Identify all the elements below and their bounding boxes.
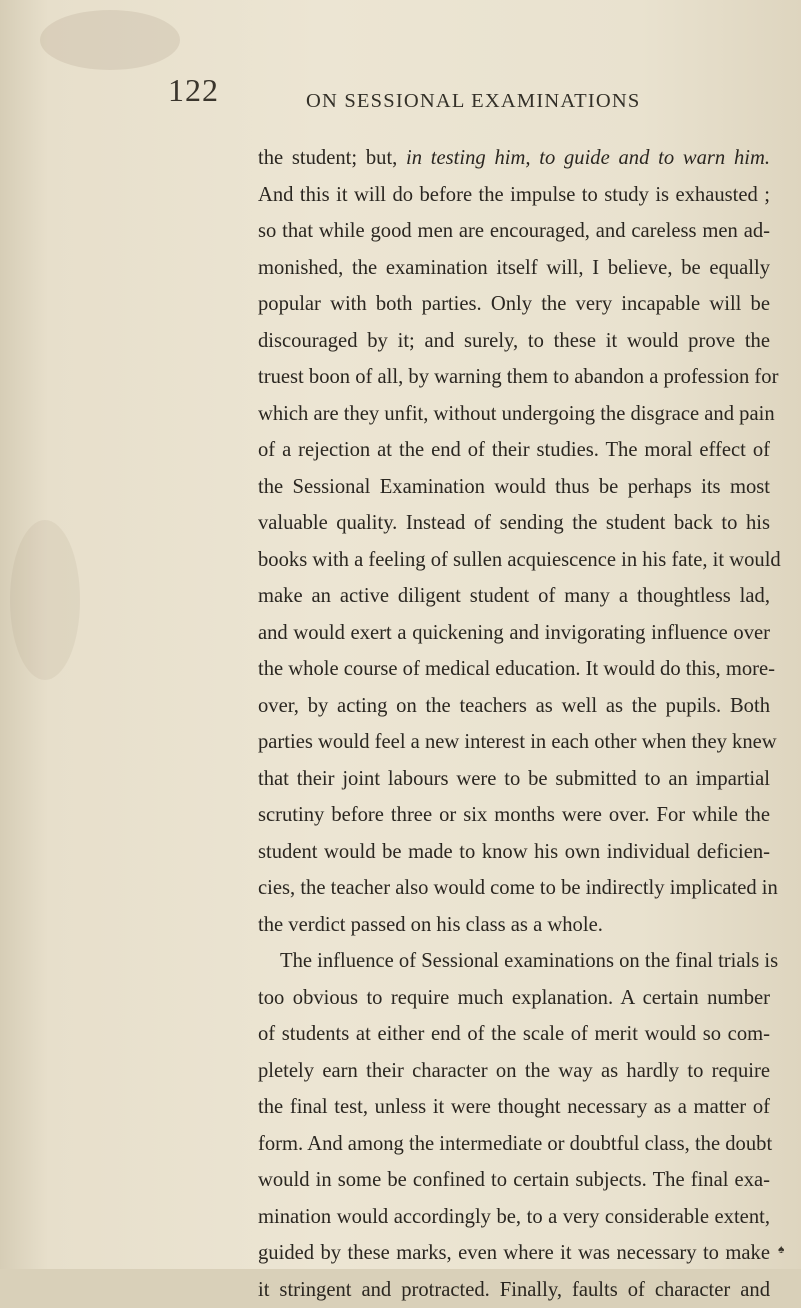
paragraph-2 — [258, 943, 770, 1308]
text-line: it stringent and protracted. Finally, faults of character and — [258, 1272, 770, 1308]
text-line: monished, the examination itself will, I believe, be equally — [258, 250, 770, 287]
text-line: too obvious to require much explanation. A certain number — [258, 980, 770, 1017]
text-line: the Sessional Examination would thus be perhaps its most — [258, 469, 770, 506]
text-line: valuable quality. Instead of sending the student back to his — [258, 505, 770, 542]
body-text — [258, 140, 770, 1308]
text-line: pletely earn their character on the way as hardly to require — [258, 1053, 770, 1090]
text-line: which are they unfit, without undergoing the disgrace and pain — [258, 396, 770, 433]
first-line-italic: in testing him, to guide and to warn him. — [406, 147, 770, 169]
text-line: that their joint labours were to be submitted to an impartial — [258, 761, 770, 798]
paper-stain — [10, 520, 80, 680]
text-line: cies, the teacher also would come to be indirectly implicated in — [258, 870, 770, 907]
text-line: And this it will do before the impulse to study is exhausted ; — [258, 177, 770, 214]
text-line: the verdict passed on his class as a whole. — [258, 907, 770, 944]
paragraph-1 — [258, 140, 770, 943]
text-line: books with a feeling of sullen acquiescence in his fate, it would — [258, 542, 770, 579]
text-line: The influence of Sessional examinations on the final trials is — [258, 943, 770, 980]
text-line: popular with both parties. Only the very incapable will be — [258, 286, 770, 323]
text-line: truest boon of all, by warning them to abandon a profession for — [258, 359, 770, 396]
text-line: mination would accordingly be, to a very considerable extent, — [258, 1199, 770, 1236]
text-line: the whole course of medical education. It would do this, more- — [258, 651, 770, 688]
text-line: make an active diligent student of many a thoughtless lad, — [258, 578, 770, 615]
text-line: so that while good men are encouraged, and careless men ad- — [258, 213, 770, 250]
text-line: student would be made to know his own individual deficien- — [258, 834, 770, 871]
text-line: of a rejection at the end of their studies. The moral effect of — [258, 432, 770, 469]
text-line: of students at either end of the scale of merit would so com- — [258, 1016, 770, 1053]
text-line: scrutiny before three or six months were over. For while the — [258, 797, 770, 834]
text-line: and would exert a quickening and invigorating influence over — [258, 615, 770, 652]
text-line — [258, 140, 770, 177]
page-number: 122 — [168, 72, 219, 109]
text-line: guided by these marks, even where it was necessary to make — [258, 1235, 770, 1272]
running-head: ON SESSIONAL EXAMINATIONS — [306, 90, 640, 113]
text-line: over, by acting on the teachers as well as the pupils. Both — [258, 688, 770, 725]
text-line: form. And among the intermediate or doubtful class, the doubt — [258, 1126, 770, 1163]
printer-mark: ♠ — [778, 1242, 784, 1257]
text-line: would in some be confined to certain subjects. The final exa- — [258, 1162, 770, 1199]
page-header — [0, 0, 801, 130]
text-line: discouraged by it; and surely, to these it would prove the — [258, 323, 770, 360]
text-line: the final test, unless it were thought necessary as a matter of — [258, 1089, 770, 1126]
first-line-roman: the student; but, — [258, 147, 406, 169]
text-line: parties would feel a new interest in each other when they knew — [258, 724, 770, 761]
